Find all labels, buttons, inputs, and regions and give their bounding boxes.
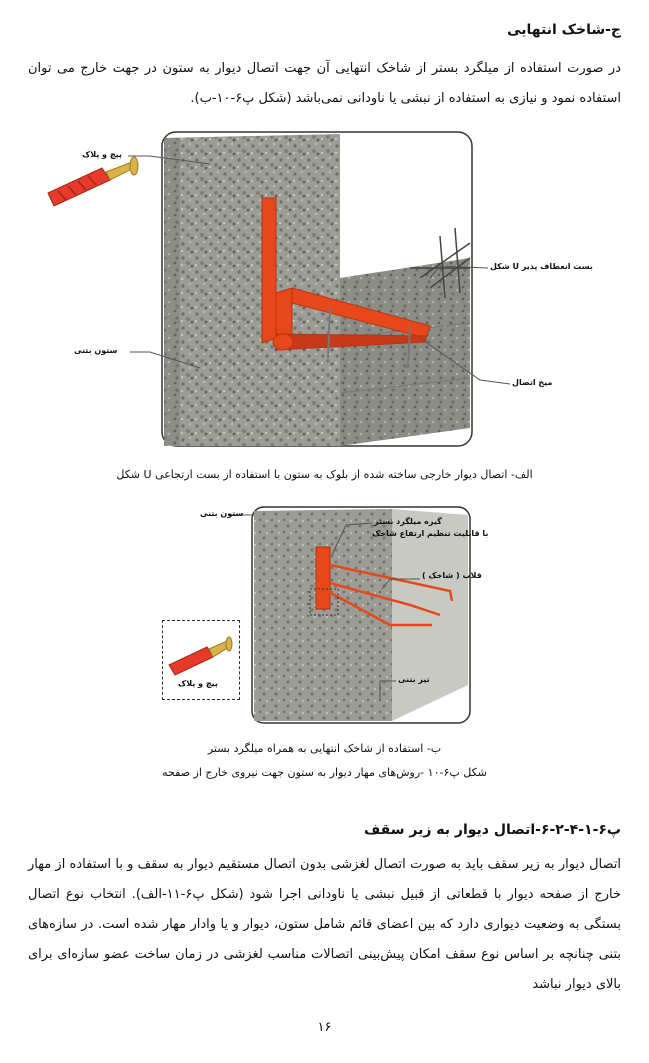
label-b-adjustable-note: با قابلیت تنظیم ارتفاع شاخک xyxy=(372,529,489,538)
section-paragraph: اتصال دیوار به زیر سقف باید به صورت اتصال لغزشی بدون اتصال مستقیم دیوار به سقف و با استفاده از مهار خارج از صفحه دیوار با قطعاتی از قبیل نبشی یا ناودانی اجرا شود (شکل پ۶-۱۱-الف). انتخاب نوع اتصال بستگی به وضعیت دیواری دارد که بین اعضای قائم شامل ستون، دیوار و یا وادار مهار شده است. در سازه‌های بتنی چنانچه بر اساس نوع سقف امکان پیش‌بینی اتصالات مناسب لغزشی در زمان ساخت عضو سازه‌ای برای بالای دیوار نباشد xyxy=(28,857,621,992)
label-b-concrete-beam: تیر بتنی xyxy=(398,675,430,684)
screw-plug-detail-icon xyxy=(163,621,239,681)
label-b-concrete-column: ستون بتنی xyxy=(200,509,244,518)
figure-b-caption: ب- استفاده از شاخک انتهایی به همراه میلگرد بستر xyxy=(207,742,442,755)
subsection-heading: ج-شاخک انتهایی xyxy=(507,22,621,38)
label-b-hook: قلاب ( شاخک ) xyxy=(422,571,482,580)
page-number: ۱۶ xyxy=(317,1020,332,1035)
label-b-bed-rebar-clip: گیره میلگرد بستر xyxy=(374,517,442,526)
figure-10-caption: شکل پ۶-۱۰ -روش‌های مهار دیوار به ستون جهت نیروی خارج از صفحه xyxy=(162,766,487,779)
label-connection-nail: میخ اتصال xyxy=(512,378,553,387)
screw-plug-detail-box xyxy=(162,620,240,700)
label-screw-plug: پیچ و پلاک xyxy=(82,150,122,159)
figure-a-caption: الف- اتصال دیوار خارجی ساخته شده از بلوک به ستون با استفاده از بست ارتجاعی U شکل xyxy=(116,468,533,481)
figure-b xyxy=(150,505,489,730)
intro-paragraph: در صورت استفاده از میلگرد بستر از شاخک انتهایی آن جهت اتصال دیوار به ستون در جهت خارج می توان استفاده نمود و نیازی به استفاده از نبشی یا ناودانی نمی‌باشد (شکل پ۶-۱۰-ب). xyxy=(28,61,621,106)
section-heading: پ۶-۱-۴-۲-۶-اتصال دیوار به زیر سقف xyxy=(364,822,621,838)
figure-a xyxy=(40,128,620,458)
label-u-bracket: بست انعطاف پذیر U شکل xyxy=(490,262,593,271)
figure-a-illustration xyxy=(40,128,620,458)
label-concrete-column: ستون بتنی xyxy=(74,346,118,355)
label-b-screw-plug: پیچ و پلاک xyxy=(178,679,218,688)
